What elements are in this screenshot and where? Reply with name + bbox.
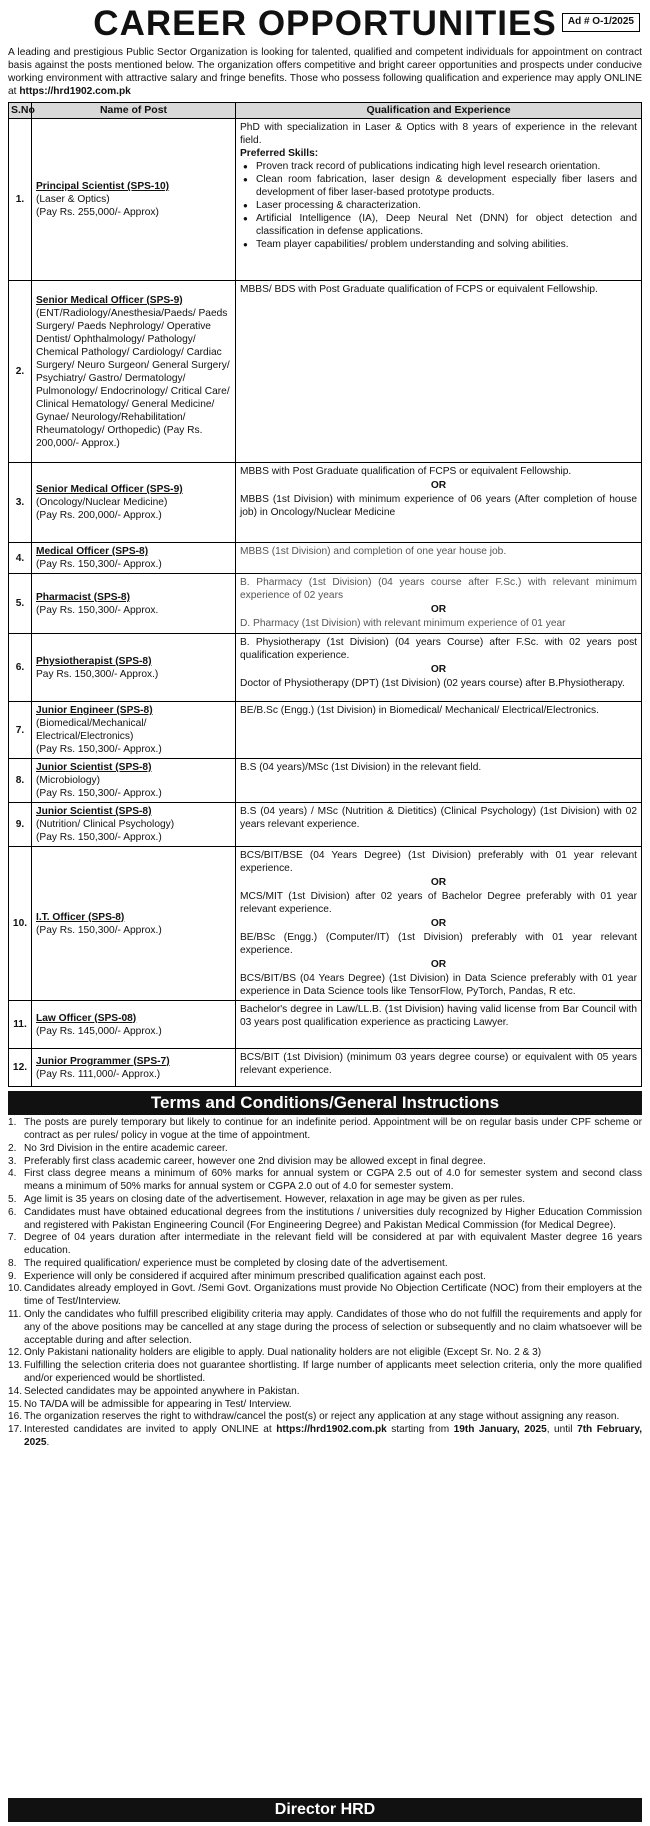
- post-detail: (ENT/Radiology/Anesthesia/Paeds/ Paeds Surgery/ Paeds Nephrology/ Operative Dentist/ Ophthalmology/ Pathology/ Chemical Pathology/ Cardiology/ Cardiac Surgery/ Neuro Surgeon/ General Surgery/ Psychiatry/ Gastro/ Dermatology/ Pulmonology/ Endocrinology/ Critical Care/ Clinical Hematology/ General Medicine/ Gynae/ Neurology/Rehabilitation/ Rheumatology/ Orthopedic) (Pay Rs. 200,000/- Approx.): [36, 307, 230, 449]
- or-separator: OR: [430, 604, 447, 616]
- qualification-text: D. Pharmacy (1st Division) with relevant minimum experience of 01 year: [240, 618, 566, 630]
- term-number: 13.: [8, 1360, 23, 1372]
- term-item: [8, 1168, 642, 1194]
- post-detail: (Pay Rs. 111,000/- Approx.): [36, 1068, 161, 1080]
- post-detail: (Pay Rs. 150,300/- Approx.): [36, 832, 162, 844]
- term-number: 14.: [8, 1385, 23, 1397]
- term-number: 9.: [8, 1270, 17, 1282]
- post-title: Law Officer (SPS-08): [36, 1012, 137, 1024]
- post-detail: (Pay Rs. 150,300/- Approx.): [36, 744, 162, 756]
- table-row: [9, 847, 642, 1001]
- term-number: 15.: [8, 1398, 23, 1410]
- term-text: No 3rd Division in the entire academic career.: [24, 1142, 228, 1154]
- skill-item: ● Artificial Intelligence (IA), Deep Neural Net (DNN) for object detection and classification in defense applications.: [240, 212, 637, 238]
- term-text: The posts are purely temporary but likely to continue for an indefinite period. Appointment will be on regular basis under CPF scheme or contract as per rules/ policy in vogue at the time of appointment.: [24, 1117, 642, 1141]
- skill-item: ● Team player capabilities/ problem understanding and solving abilities.: [240, 238, 637, 251]
- post-detail: (Biomedical/Mechanical/ Electrical/Electronics): [36, 718, 147, 743]
- qualification-cell: [236, 463, 642, 543]
- post-title: Pharmacist (SPS-8): [36, 591, 130, 603]
- row-number: 7.: [9, 702, 32, 759]
- post-title: Junior Scientist (SPS-8): [36, 806, 152, 818]
- table-row: [9, 281, 642, 463]
- term-item: [8, 1283, 642, 1309]
- term-number: 2.: [8, 1142, 17, 1154]
- row-number: 8.: [9, 759, 32, 803]
- term-item: [8, 1232, 642, 1258]
- post-detail: (Pay Rs. 145,000/- Approx.): [36, 1025, 162, 1037]
- qualification-text: BCS/BIT (1st Division) (minimum 03 years degree course) or equivalent with 05 years relevant experience.: [240, 1052, 637, 1077]
- intro-paragraph: [8, 46, 642, 98]
- term-item: [8, 1117, 642, 1143]
- qualification-text: MBBS (1st Division) and completion of one year house job.: [240, 546, 507, 558]
- header: [8, 4, 642, 44]
- term-number: 5.: [8, 1193, 17, 1205]
- row-number: 10.: [9, 847, 32, 1001]
- qualification-cell: [236, 634, 642, 702]
- term-number: 7.: [8, 1232, 17, 1244]
- table-row: [9, 463, 642, 543]
- post-title: Junior Engineer (SPS-8): [36, 705, 153, 717]
- skill-item: ● Proven track record of publications indicating high level research orientation.: [240, 160, 637, 173]
- term-item: [8, 1399, 642, 1412]
- post-detail: (Pay Rs. 150,300/- Approx.: [36, 604, 159, 616]
- term-number: 3.: [8, 1155, 17, 1167]
- signature-director: Director HRD: [8, 1798, 642, 1822]
- term-text: Experience will only be considered if acquired after minimum prescribed qualification against each post.: [24, 1270, 486, 1282]
- row-number: 1.: [9, 119, 32, 281]
- table-row: [9, 543, 642, 574]
- post-detail: (Laser & Optics): [36, 194, 110, 206]
- terms-list: [8, 1117, 642, 1450]
- row-number: 3.: [9, 463, 32, 543]
- intro-text: A leading and prestigious Public Sector Organization is looking for talented, qualified and competent individuals for appointment on contract basis against the posts mentioned below. The organization offers competitive and bright career opportunities and prospects under conducive working environment with attractive salary and fringe benefits. Those who possess following qualification and experience may apply ONLINE at: [8, 47, 642, 97]
- table-row: [9, 574, 642, 634]
- row-number: 11.: [9, 1001, 32, 1049]
- row-number: 6.: [9, 634, 32, 702]
- or-separator: OR: [430, 918, 447, 930]
- term-text: starting from: [386, 1424, 454, 1436]
- post-detail: (Nutrition/ Clinical Psychology): [36, 819, 175, 831]
- qualification-cell: [236, 847, 642, 1001]
- row-number: 2.: [9, 281, 32, 463]
- term-text: Degree of 04 years duration after intermediate in the relevant field will be considered at par with equivalent Master degree 16 years education.: [24, 1232, 642, 1257]
- qualification-cell: [236, 759, 642, 803]
- page-title: CAREER OPPORTUNITIES: [93, 4, 557, 43]
- qualification-cell: [236, 1049, 642, 1087]
- qualification-text: BE/BSc (Engg.) (Computer/IT) (1st Division) preferably with 01 year relevant experience.: [240, 932, 637, 957]
- term-item: [8, 1143, 642, 1156]
- term-item: [8, 1156, 642, 1169]
- qualification-cell: [236, 803, 642, 847]
- term-number: 17.: [8, 1424, 23, 1436]
- post-detail: (Pay Rs. 150,300/- Approx.): [36, 924, 162, 936]
- term-text: , until: [546, 1424, 578, 1436]
- post-cell: [32, 119, 236, 281]
- post-title: Principal Scientist (SPS-10): [36, 181, 170, 193]
- term-number: 8.: [8, 1257, 17, 1269]
- qualification-cell: [236, 543, 642, 574]
- post-cell: [32, 543, 236, 574]
- or-separator: OR: [430, 877, 447, 889]
- term-text: Candidates must have obtained educational degrees from the institutions / universities duly recognized by Higher Education Commission and registered with Pakistan Engineering Council (For Engineering Degree) and Pakistan Medical Commission (for Medical Degree).: [24, 1206, 642, 1231]
- term-text: .: [46, 1437, 50, 1449]
- post-detail: (Pay Rs. 150,300/- Approx.): [36, 559, 162, 571]
- table-row: [9, 119, 642, 281]
- table-row: [9, 634, 642, 702]
- qualification-text: MBBS with Post Graduate qualification of FCPS or equivalent Fellowship.: [240, 466, 572, 478]
- post-cell: [32, 574, 236, 634]
- qualification-cell: [236, 574, 642, 634]
- term-item: [8, 1271, 642, 1284]
- term-text: Only the candidates who fulfill prescribed eligibility criteria may apply. Candidates of those who do not fulfill the requirements and apply for any of the above positions may be cancelled at any stage during the process of selection or subsequently and no claim whatsoever will be acceptable during and after selection.: [24, 1309, 642, 1346]
- term-item: [8, 1194, 642, 1207]
- header-qualification: Qualification and Experience: [236, 103, 642, 119]
- qualification-text: B.S (04 years) / MSc (Nutrition & Dietitics) (Clinical Psychology) (1st Division) with 02 years relevant experience.: [240, 806, 637, 831]
- term-number: 16.: [8, 1411, 23, 1423]
- ad-number-badge: Ad # O-1/2025: [562, 13, 640, 32]
- post-cell: [32, 759, 236, 803]
- row-number: 5.: [9, 574, 32, 634]
- post-cell: [32, 847, 236, 1001]
- term-number: 6.: [8, 1206, 17, 1218]
- row-number: 4.: [9, 543, 32, 574]
- term-number: 12.: [8, 1347, 23, 1359]
- term-text: Preferably first class academic career, however one 2nd division may be allowed except in final degree.: [24, 1155, 486, 1167]
- term-item-apply: [8, 1424, 642, 1450]
- term-item: [8, 1207, 642, 1233]
- post-title: Junior Scientist (SPS-8): [36, 762, 152, 774]
- term-item: [8, 1258, 642, 1271]
- term-item: [8, 1360, 642, 1386]
- qualification-text: Doctor of Physiotherapy (DPT) (1st Division) (02 years course) after B.Physiotherapy.: [240, 678, 625, 690]
- term-number: 4.: [8, 1168, 17, 1180]
- posts-table-body: [9, 119, 642, 1087]
- qualification-text: BCS/BIT/BS (04 Years Degree) (1st Division) in Data Science preferably with 01 year experience in Data Science tools like TensorFlow, PyTorch, Pandas, R etc.: [240, 973, 637, 998]
- header-post: Name of Post: [32, 103, 236, 119]
- post-detail: (Pay Rs. 255,000/- Approx): [36, 207, 159, 219]
- post-title: Senior Medical Officer (SPS-9): [36, 484, 183, 496]
- or-separator: OR: [430, 664, 447, 676]
- post-cell: [32, 281, 236, 463]
- qualification-text: B. Pharmacy (1st Division) (04 years course after F.Sc.) with relevant minimum experience of 02 years: [240, 577, 637, 602]
- posts-table-header: [9, 103, 642, 119]
- term-item: [8, 1309, 642, 1347]
- term-text: The required qualification/ experience must be completed by closing date of the advertisement.: [24, 1257, 448, 1269]
- skill-item: ● Laser processing & characterization.: [240, 199, 637, 212]
- post-cell: [32, 702, 236, 759]
- post-detail: (Pay Rs. 150,300/- Approx.): [36, 788, 162, 800]
- qualification-cell: [236, 119, 642, 281]
- post-title: Physiotherapist (SPS-8): [36, 655, 152, 667]
- term-text: Only Pakistani nationality holders are eligible to apply. Dual nationality holders are not eligible (Except Sr. No. 2 & 3): [24, 1347, 542, 1359]
- post-title: I.T. Officer (SPS-8): [36, 911, 125, 923]
- qualification-text: B.S (04 years)/MSc (1st Division) in the relevant field.: [240, 762, 482, 774]
- term-text: Candidates already employed in Govt. /Semi Govt. Organizations must provide No Objection Certificate (NOC) from their employers at the time of Test/Interview.: [24, 1283, 642, 1308]
- qualification-cell: [236, 1001, 642, 1049]
- post-cell: [32, 1001, 236, 1049]
- table-row: [9, 759, 642, 803]
- term-item: [8, 1411, 642, 1424]
- or-separator: OR: [430, 480, 447, 492]
- table-row: [9, 1001, 642, 1049]
- posts-table: [8, 102, 642, 1087]
- post-detail: Pay Rs. 150,300/- Approx.): [36, 668, 159, 680]
- header-sno: S.No: [9, 103, 32, 119]
- row-number: 9.: [9, 803, 32, 847]
- post-cell: [32, 634, 236, 702]
- qualification-text: B. Physiotherapy (1st Division) (04 years Course) after F.Sc. with 02 years post qualification experience.: [240, 637, 637, 662]
- end-date: 7th February, 2025: [24, 1424, 642, 1449]
- apply-url-link[interactable]: https://hrd1902.com.pk: [276, 1424, 387, 1436]
- skill-item: ● Clean room fabrication, laser design & development especially fiber lasers and development of fiber laser-based prototype products.: [240, 173, 637, 199]
- post-detail: (Microbiology): [36, 775, 100, 787]
- qualification-text: MBBS/ BDS with Post Graduate qualification of FCPS or equivalent Fellowship.: [240, 284, 598, 296]
- qualification-cell: [236, 702, 642, 759]
- term-text: First class degree means a minimum of 60% marks for annual system or CGPA 2.5 out of 4.0 for semester system and second class means a minimum of 50% marks for annual system or CGPA 2.0 out of 4.0 for semester system.: [24, 1168, 642, 1193]
- term-number: 11.: [8, 1309, 22, 1321]
- qualification-text: MCS/MIT (1st Division) after 02 years of Bachelor Degree preferably with 01 year relevant experience.: [240, 891, 637, 916]
- row-number: 12.: [9, 1049, 32, 1087]
- table-row: [9, 803, 642, 847]
- qualification-text: BCS/BIT/BSE (04 Years Degree) (1st Division) preferably with 01 year relevant experience.: [240, 850, 637, 875]
- term-text: The organization reserves the right to withdraw/cancel the post(s) or reject any application at any stage without assigning any reason.: [24, 1411, 620, 1423]
- term-text: Selected candidates may be appointed anywhere in Pakistan.: [24, 1385, 300, 1397]
- post-detail: (Pay Rs. 200,000/- Approx.): [36, 510, 162, 522]
- post-title: Senior Medical Officer (SPS-9): [36, 294, 183, 306]
- qualification-text: MBBS (1st Division) with minimum experience of 06 years (After completion of house job) in Oncology/Nuclear Medicine: [240, 494, 637, 519]
- table-row: [9, 702, 642, 759]
- post-cell: [32, 463, 236, 543]
- term-text: Fulfilling the selection criteria does not guarantee shortlisting. If large number of applicants meet selection criteria, only the more qualified and/or experienced would be shortlisted.: [24, 1360, 642, 1385]
- term-text: No TA/DA will be admissible for appearing in Test/ Interview.: [24, 1398, 292, 1410]
- post-cell: [32, 1049, 236, 1087]
- term-text: Interested candidates are invited to apply ONLINE at: [24, 1424, 277, 1436]
- term-number: 1.: [8, 1117, 17, 1129]
- apply-url-link[interactable]: https://hrd1902.com.pk: [19, 86, 131, 97]
- post-cell: [32, 803, 236, 847]
- term-item: [8, 1386, 642, 1399]
- or-separator: OR: [430, 959, 447, 971]
- post-title: Junior Programmer (SPS-7): [36, 1055, 170, 1067]
- preferred-skills-label: Preferred Skills:: [240, 148, 319, 160]
- skills-list: [240, 160, 637, 251]
- qualification-text: PhD with specialization in Laser & Optics with 8 years of experience in the relevant field.: [240, 122, 637, 147]
- terms-title: Terms and Conditions/General Instructions: [8, 1091, 642, 1115]
- qualification-text: Bachelor's degree in Law/LL.B. (1st Division) having valid license from Bar Council with 03 years post qualification experience as practicing Lawyer.: [240, 1004, 637, 1029]
- start-date: 19th January, 2025: [453, 1424, 547, 1436]
- qualification-cell: [236, 281, 642, 463]
- post-title: Medical Officer (SPS-8): [36, 546, 149, 558]
- table-row: [9, 1049, 642, 1087]
- term-item: [8, 1347, 642, 1360]
- term-text: Age limit is 35 years on closing date of the advertisement. However, relaxation in age may be given as per rules.: [24, 1193, 526, 1205]
- qualification-text: BE/B.Sc (Engg.) (1st Division) in Biomedical/ Mechanical/ Electrical/Electronics.: [240, 705, 599, 717]
- term-number: 10.: [8, 1283, 23, 1295]
- post-detail: (Oncology/Nuclear Medicine): [36, 497, 168, 509]
